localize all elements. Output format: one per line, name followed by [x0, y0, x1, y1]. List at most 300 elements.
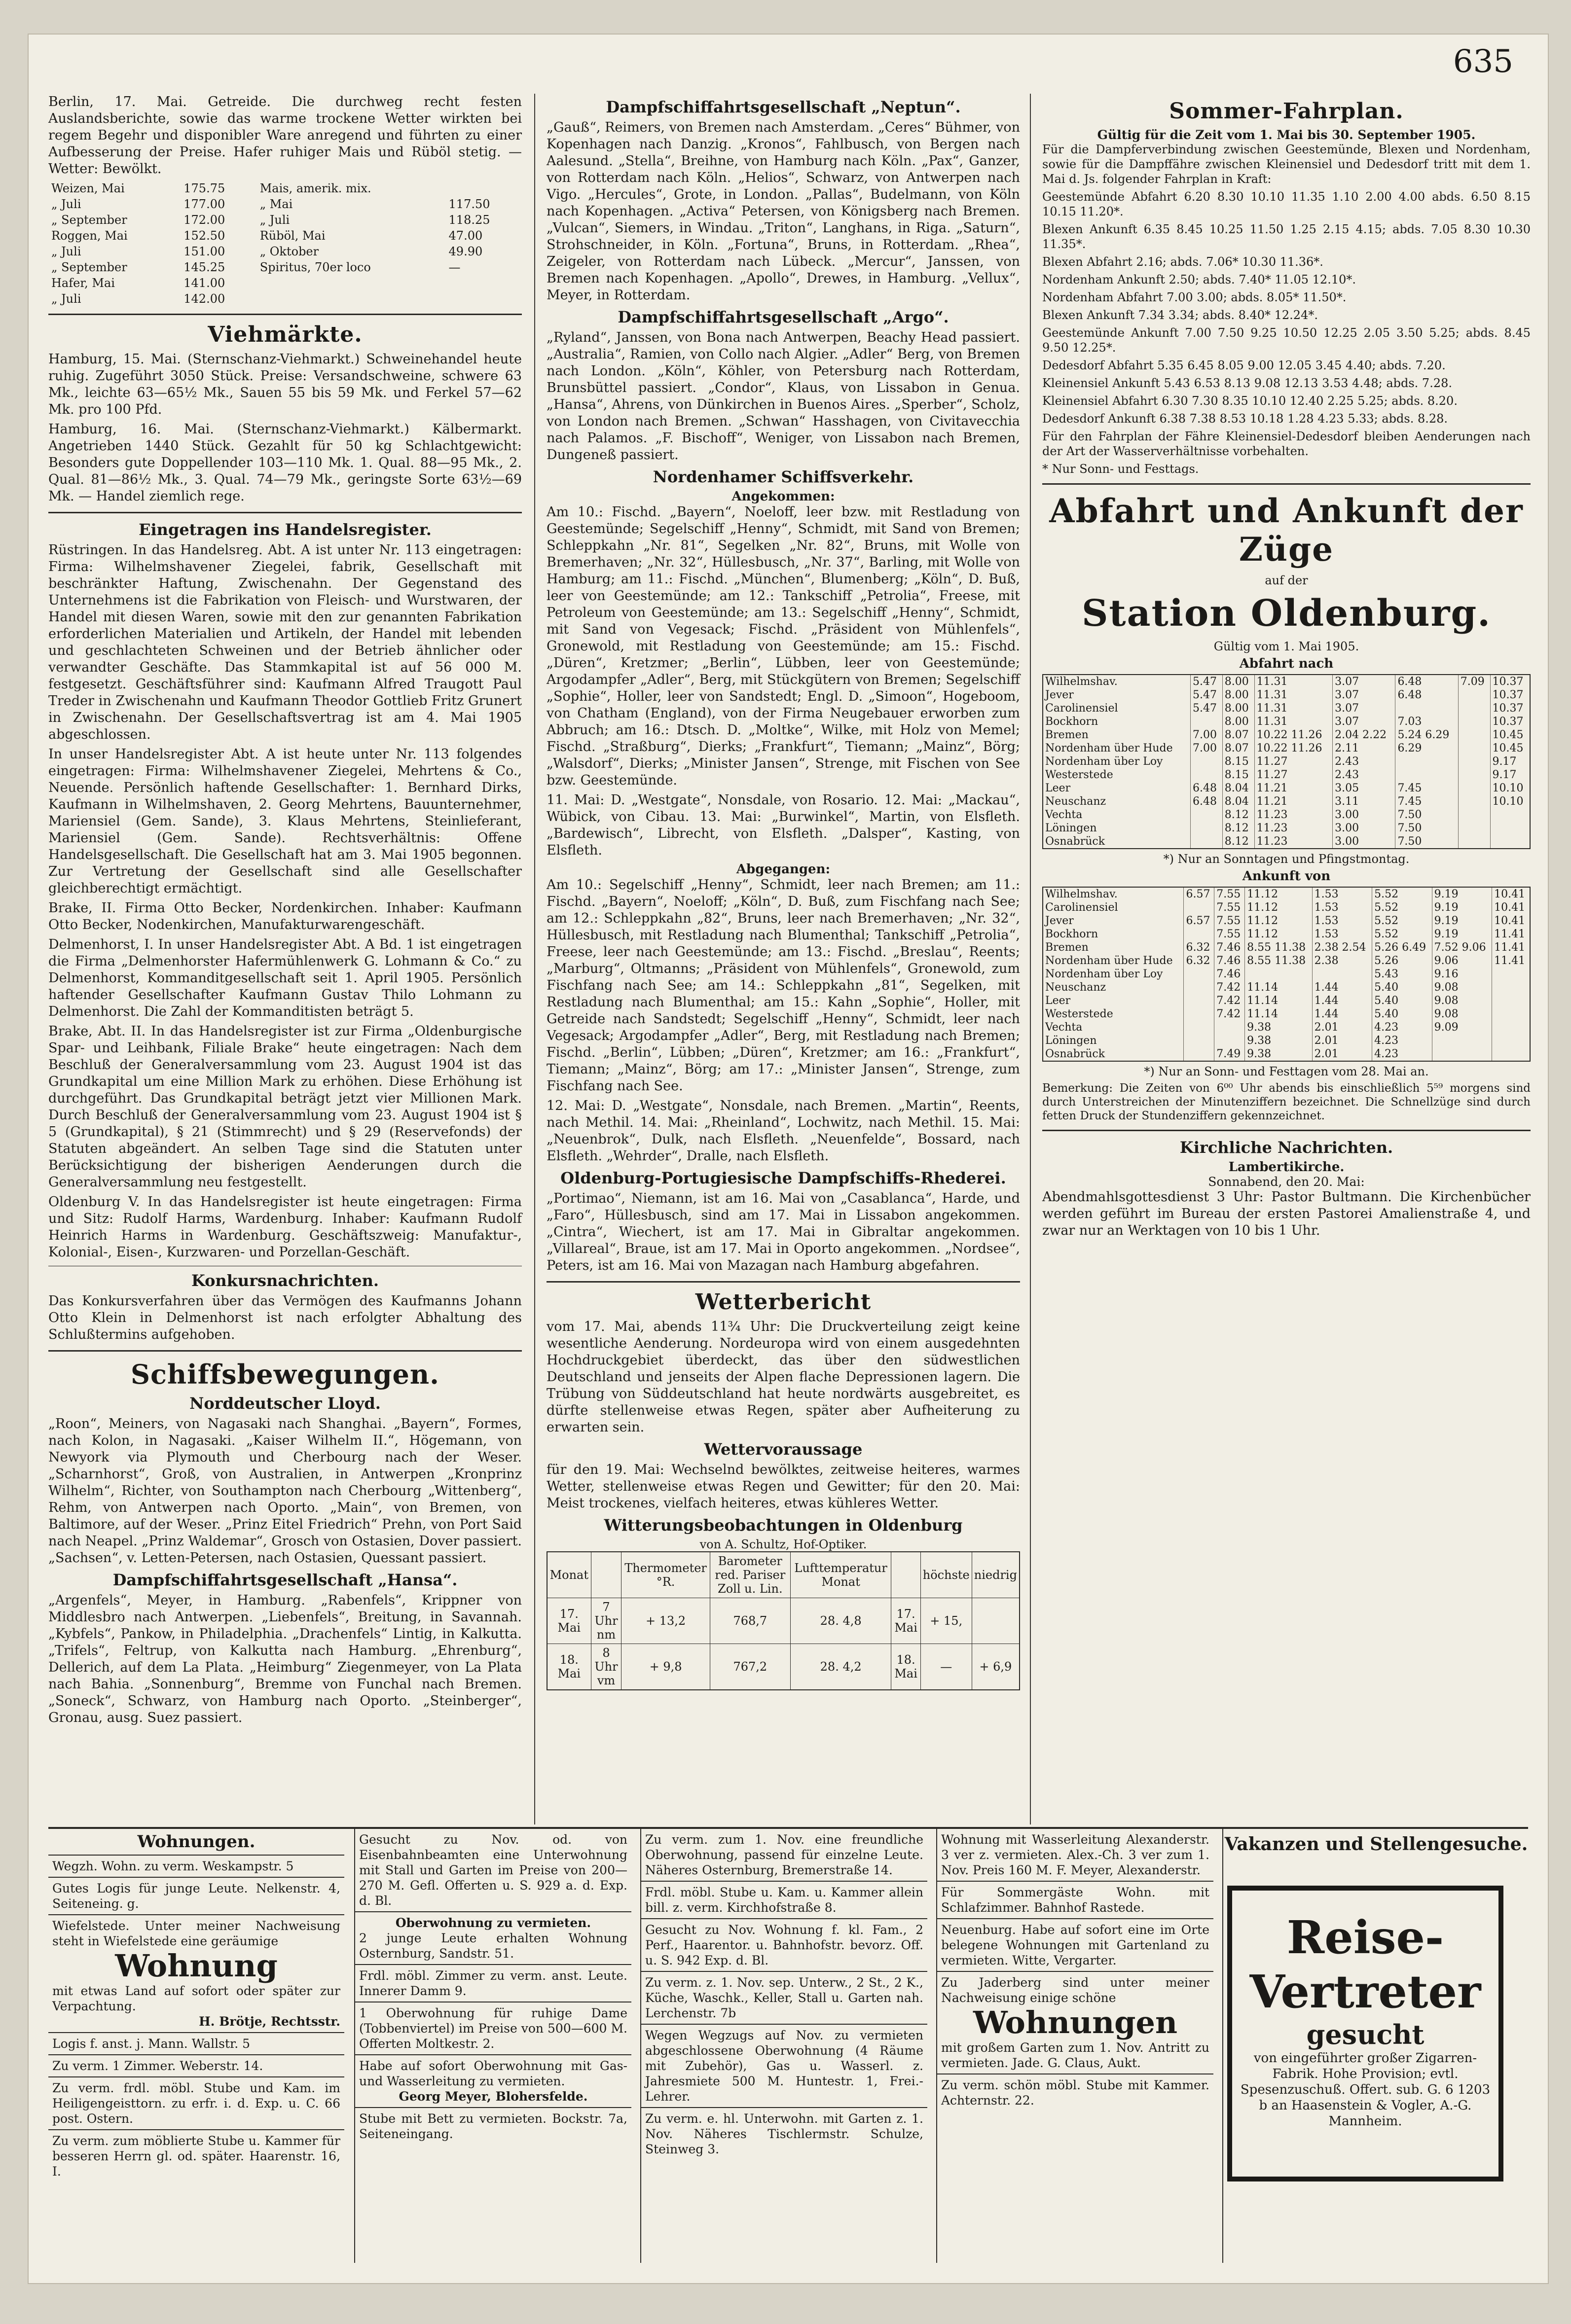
kirche-entry: Abendmahlsgottesdienst 3 Uhr: Pastor Bultmann. Die Kirchenbücher werden geführt im Bureau der ersten Pastorei Amalienstraße 4, und zwar nur an Werktagen von 10 bis 1 Uhr. [1042, 1189, 1531, 1238]
neptun-title: Dampfschiffahrtsgesellschaft „Neptun“. [606, 98, 961, 116]
train-time: 11.31 [1254, 702, 1333, 715]
ad-text: mit großem Garten zum 1. Nov. Antritt zu vermieten. Jade. G. Claus, Aukt. [941, 2040, 1209, 2070]
train-time [1395, 755, 1458, 768]
table-cell: „ Juli [51, 197, 81, 211]
train-time: 5.52 [1372, 914, 1432, 928]
train-time: 1.53 [1312, 914, 1372, 928]
station-name: Löningen [1045, 1035, 1097, 1047]
train-time: 9.19 [1432, 928, 1492, 941]
station-name: Nordenham über Loy [1045, 755, 1163, 768]
kirche-date: Sonnabend, den 20. Mai: [1208, 1175, 1365, 1189]
table-cell: 145.25 [183, 260, 225, 274]
station-title: Station Oldenburg. [1081, 592, 1492, 635]
train-time: 1.53 [1312, 928, 1372, 941]
viehmarkt-entry: Hamburg, 15. Mai. (Sternschanz-Viehmarkt.) Schweinehandel heute ruhig. Zugeführt 3050 Stück. Preise: Versandschweine, schwere 63 Mk., leichte 63—65½ Mk., Sauen 55 bis 59 Mk. und Ferkel 57—62 Mk. pro 100 Pfd. [48, 352, 522, 417]
station-name: Vechta [1045, 1021, 1083, 1034]
table-row [1043, 1021, 1530, 1034]
train-time [1214, 1021, 1245, 1034]
ad-text: Habe auf sofort Oberwohnung mit Gas- und Wasserleitung zu vermieten. [359, 2059, 627, 2088]
train-time: 11.23 [1254, 808, 1333, 822]
station-name: Osnabrück [1045, 1048, 1105, 1060]
train-time [1432, 1034, 1492, 1047]
train-time: 11.23 [1254, 835, 1333, 849]
train-time: 5.24 6.29 [1395, 728, 1458, 742]
table-cell: 768,7 [710, 1598, 790, 1644]
ad-text: Zu verm. zum möblierte Stube u. Kammer für besseren Herrn gl. od. später. Haarenstr. 16, I. [52, 2134, 340, 2179]
ad-text: Zu verm. frdl. möbl. Stube und Kam. im Heiligengeisttorn. zu erfr. i. d. Exp. u. C. 66 post. Ostern. [52, 2081, 340, 2126]
table-cell: „ Juli [51, 292, 81, 306]
train-time [1184, 994, 1214, 1007]
register-entry: Delmenhorst, I. In unser Handelsregister Abt. A Bd. 1 ist eingetragen die Firma „Delmenhorster Hafermühlenwerk G. Lohmann & Co.“ zu Delmenhorst, Kommanditgesellschaft seit 1. April 1905. Persönlich haftender Gesellschafter Kaufmann Gustav Thilo Lohmann zu Delmenhorst. Die Zahl der Kommanditisten beträgt 5. [48, 937, 522, 1019]
train-time: 5.47 [1191, 688, 1223, 702]
train-time: 6.48 [1395, 688, 1458, 702]
station-name: Carolinensiel [1045, 702, 1118, 715]
argo-entry: „Ryland“, Janssen, von Bona nach Antwerpen, Beachy Head passiert. „Australia“, Ramien, von Collo nach Algier. „Adler“ Berg, von Bremen nach London. „Köln“, Köhler, von Petersburg nach Rotterdam, Brunsbüttel passiert. „Condor“, Klaus, von Lissabon in Genua. „Hansa“, Ahrens, von Dünkirchen in Buenos Aires. „Sperber“, Scholz, von London nach Bremen. „Schwan“ Hasshagen, von Civitavecchia nach Palamos. „F. Bischoff“, Weniger, von Lissabon nach Bremen, Dungeneß passiert. [547, 330, 1020, 463]
table-row [1043, 795, 1530, 808]
abfahrt-title: Abfahrt nach [1239, 656, 1334, 671]
table-cell: 118.25 [448, 213, 490, 227]
ad-heading: Vakanzen und Stellengesuche. [1224, 1834, 1528, 1855]
train-time: 5.40 [1372, 981, 1432, 994]
train-time: 7.42 [1214, 981, 1245, 994]
classified-ads [48, 1827, 1528, 2263]
ad-text: Wegzh. Wohn. zu verm. Weskampstr. 5 [52, 1859, 294, 1873]
table-row [1043, 1034, 1530, 1047]
wetter-title: Wetterbericht [695, 1289, 872, 1315]
train-time: 10.10 [1490, 782, 1530, 795]
fahrplan-line: Für den Fahrplan der Fähre Kleinensiel-Dedesdorf bleiben Aenderungen nach der Art der Wasserverhältnisse vorbehalten. [1042, 429, 1531, 458]
station-name: Nordenham über Hude [1045, 955, 1173, 967]
lloyd-entry: „Roon“, Meiners, von Nagasaki nach Shanghai. „Bayern“, Formes, nach Kolon, in Nagasaki. „Kaiser Wilhelm II.“, Högemann, von Newyork via Plymouth und Cherbourg nach der Weser. „Scharnhorst“, Groß, von Australien, in Antwerpen „Kronprinz Wilhelm“, Richter, von Southampton nach Cherbourg „Wittenberg“, Rehm, von Antwerpen nach Oporto. „Main“, von Bremen, von Baltimore, auf der Weser. „Prinz Eitel Friedrich“ Prehn, von Port Said nach Neapel. „Prinz Waldemar“, Grosch von Ostasien, Dover passiert. „Sachsen“, v. Letten-Petersen, nach Ostasien, Quessant passiert. [48, 1416, 522, 1566]
train-time: 9.17 [1490, 768, 1530, 782]
train-time [1191, 715, 1223, 728]
table-cell: — [448, 260, 461, 274]
column-header [591, 1552, 621, 1598]
train-time: 11.41 [1492, 941, 1530, 954]
train-time [1492, 994, 1530, 1007]
train-time: 9.17 [1490, 755, 1530, 768]
train-time: 7.50 [1395, 835, 1458, 849]
column-header: Thermometer °R. [621, 1552, 710, 1598]
table-row [1043, 822, 1530, 835]
station-name: Westerstede [1045, 769, 1113, 781]
table-cell: 47.00 [448, 229, 483, 243]
train-time: 6.32 [1184, 941, 1214, 954]
table-row [1043, 887, 1530, 901]
train-time [1458, 795, 1490, 808]
table-cell: 18. Mai [891, 1644, 920, 1690]
table-cell: Hafer, Mai [51, 276, 115, 290]
train-time: 7.55 [1214, 887, 1245, 901]
train-time: 3.07 [1333, 675, 1395, 688]
station-name: Wilhelmshav. [1045, 888, 1118, 900]
train-time: 11.31 [1254, 675, 1333, 688]
table-cell: 142.00 [183, 292, 225, 306]
table-row [48, 228, 522, 244]
table-row [48, 196, 522, 212]
train-time: 11.14 [1245, 1007, 1312, 1021]
table-row [1043, 928, 1530, 941]
train-time: 7.00 [1191, 742, 1223, 755]
train-time [1458, 808, 1490, 822]
kirche-title: Kirchliche Nachrichten. [1179, 1138, 1393, 1157]
train-time: 7.45 [1395, 795, 1458, 808]
train-time: 7.50 [1395, 808, 1458, 822]
angekommen-entry: Am 10.: Fischd. „Bayern“, Noeloff, leer bzw. mit Restladung von Geestemünde; Segelschiff „Henny“, Schmidt, mit Sand von Bremen; Schleppkahn „Nr. 81“, Segelken „Nr. 82“, Bruns, mit Wolle von Bremerhaven; „Nr. 32“, Hüllesbusch, „Nr. 37“, Barling, mit Wolle von Hamburg; am 11.: Fischd. „München“, Blumenberg; „Köln“, D. Buß, leer von Geestemünde; am 12.: Tankschiff „Petrolia“, Freese, mit Petroleum von Geestemünde; am 13.: Segelschiff „Henny“, Schmidt, mit Sand von Vegesack; Fischd. „Präsident von Mühlenfels“, Gronewold, mit Restladung von Geestemünde; am 15.: Fischd. „Düren“, Kretzmer; „Berlin“, Lübben, leer von Geestemünde; Argodampfer „Adler“, Berg, mit Stückgütern von Bremen; Segelschiff „Sophie“, Holler, leer von Sandstedt; Engl. D. „Simoon“, Hogeboom, von Chatham (England), von der Firma Neugebauer erworben zum Abbruch; am 16.: Dtsch. D. „Moltke“, Wilke, mit Holz von Memel; Fischd. „Straßburg“, Dierks; „Frankfurt“, Tiemann; „Mainz“, Börg; „Walsdorf“, Dierks; „Minister Jansen“, Strenge, mit Fischen von See bzw. Geestemünde. [547, 504, 1020, 788]
table-cell: + 9,8 [621, 1644, 710, 1690]
station-name: Wilhelmshav. [1045, 676, 1118, 688]
train-time: 2.11 [1333, 742, 1395, 755]
table-cell: 172.00 [183, 213, 225, 227]
train-time: 5.52 [1372, 928, 1432, 941]
ankunft-note: *) Nur an Sonn- und Festtagen vom 28. Mai an. [1144, 1065, 1429, 1078]
train-time: 6.48 [1191, 795, 1223, 808]
ad-big-text: Reise- [1286, 1911, 1444, 1964]
train-time: 10.37 [1490, 715, 1530, 728]
train-time [1492, 1034, 1530, 1047]
train-time: 8.00 [1222, 688, 1254, 702]
fahrplan-line: Geestemünde Ankunft 7.00 7.50 9.25 10.50 12.25 2.05 3.50 5.25; abds. 8.45 9.50 12.25*. [1042, 326, 1531, 355]
abgegangen-entry: 12. Mai: D. „Westgate“, Nonsdale, nach Bremen. „Martin“, Reents, nach Methil. 14. Mai: „Rheinland“, Lochwitz, nach Methil. 15. Mai: „Neuenbrok“, Dulk, nach Elsfleth. „Neuenfelde“, Bossard, nach Elsfleth. „Wehrder“, Dralle, nach Elsfleth. [547, 1098, 1020, 1164]
train-time: 8.00 [1222, 702, 1254, 715]
train-time: 1.44 [1312, 981, 1372, 994]
train-time: 3.07 [1333, 688, 1395, 702]
station-name: Bremen [1045, 729, 1089, 741]
ad-text: Logis f. anst. j. Mann. Wallstr. 5 [52, 2037, 251, 2051]
train-time: 5.26 6.49 [1372, 941, 1432, 954]
bemerkung: Bemerkung: Die Zeiten von 6⁰⁰ Uhr abends bis einschließlich 5⁵⁹ morgens sind durch Unterstreichen der Minutenziffern bezeichnet. Die Schnellzüge sind durch fetten Druck der Stundenziffern gekennzeichnet. [1042, 1082, 1531, 1122]
station-name: Leer [1045, 995, 1071, 1007]
table-cell: 49.90 [448, 245, 483, 258]
train-time: 8.55 11.38 [1245, 941, 1312, 954]
train-time [1214, 1034, 1245, 1047]
train-time: 9.09 [1432, 1021, 1492, 1034]
table-row [48, 291, 522, 307]
train-time [1492, 1021, 1530, 1034]
zuege-title: Abfahrt und Ankunft der Züge [1049, 492, 1524, 569]
fahrplan-line: Nordenham Ankunft 2.50; abds. 7.40* 11.05 12.10*. [1042, 273, 1356, 286]
train-time: 6.57 [1184, 887, 1214, 901]
table-cell: 17. Mai [547, 1598, 591, 1644]
train-time: 4.23 [1372, 1047, 1432, 1061]
table-row [1043, 914, 1530, 928]
train-time: 10.37 [1490, 675, 1530, 688]
column-3 [1042, 94, 1531, 1242]
train-time [1395, 768, 1458, 782]
ad-big-text: Vertreter [1249, 1965, 1481, 2018]
viehmarkt-entry: Hamburg, 16. Mai. (Sternschanz-Viehmarkt.) Kälbermarkt. Angetrieben 1440 Stück. Gezahlt für 50 kg Schlachtgewicht: Besonders gute Doppellender 103—110 Mk. 1. Qual. 88—95 Mk., 2. Qual. 81—86½ Mk., 3. Qual. 74—79 Mk., geringste Sorte 63½—69 Mk. — Handel ziemlich rege. [48, 422, 522, 504]
table-cell: Roggen, Mai [51, 229, 128, 243]
fahrplan-line: Für die Dampferverbindung zwischen Geestemünde, Blexen und Nordenham, sowie für die Dampffähre zwischen Kleinensiel und Dedesdorf tritt mit dem 1. Mai d. Js. folgender Fahrplan in Kraft: [1042, 143, 1531, 186]
fahrplan-line: Dedesdorf Abfahrt 5.35 6.45 8.05 9.00 12.05 3.45 4.40; abds. 7.20. [1042, 358, 1446, 372]
train-time: 5.47 [1191, 675, 1223, 688]
train-time: 7.55 [1214, 901, 1245, 914]
table-row [1043, 981, 1530, 994]
station-name: Bockhorn [1045, 715, 1098, 728]
table-row [48, 259, 522, 275]
train-time [1458, 688, 1490, 702]
ad-text: Für Sommergäste Wohn. mit Schlafzimmer. Bahnhof Rastede. [941, 1885, 1209, 1915]
table-cell: Spiritus, 70er loco [259, 260, 371, 274]
fahrplan-line: Blexen Ankunft 6.35 8.45 10.25 11.50 1.25 2.15 4.15; abds. 7.05 8.30 10.30 11.35*. [1042, 222, 1531, 251]
section-title-handelsregister: Eingetragen ins Handelsregister. [139, 520, 432, 539]
table-row [1043, 702, 1530, 715]
train-time [1492, 1047, 1530, 1061]
fahrplan-line: Kleinensiel Ankunft 5.43 6.53 8.13 9.08 12.13 3.53 4.48; abds. 7.28. [1042, 376, 1452, 390]
station-name: Nordenham über Hude [1045, 742, 1173, 754]
train-time: 2.01 [1312, 1034, 1372, 1047]
train-time: 9.08 [1432, 981, 1492, 994]
ad-text: Zu verm. schön möbl. Stube mit Kammer. Achternstr. 22. [941, 2078, 1209, 2108]
train-time [1184, 1034, 1214, 1047]
newspaper-page [29, 35, 1548, 2283]
register-entry: Oldenburg V. In das Handelsregister ist heute eingetragen: Firma und Sitz: Rudolf Harms, Wardenburg. Inhaber: Kaufmann Rudolf Heinrich Harms in Wardenburg. Geschäftszweig: Manufaktur-, Kolonial-, Eisen-, Kurzwaren- und Porzellan-Geschäft. [48, 1194, 522, 1260]
section-title-konkurs: Konkursnachrichten. [191, 1271, 379, 1290]
train-time [1492, 967, 1530, 981]
train-time: 3.07 [1333, 715, 1395, 728]
table-row [1043, 967, 1530, 981]
lloyd-title: Norddeutscher Lloyd. [189, 1394, 381, 1413]
column-header: Lufttemperatur Monat [790, 1552, 891, 1598]
train-time [1184, 928, 1214, 941]
train-time [1191, 808, 1223, 822]
station-name: Neuschanz [1045, 981, 1106, 994]
train-time: 9.19 [1432, 901, 1492, 914]
train-time: 9.06 [1432, 954, 1492, 967]
fahrplan-line: Geestemünde Abfahrt 6.20 8.30 10.10 11.35 1.10 2.00 4.00 abds. 6.50 8.15 10.15 11.20*. [1042, 190, 1531, 218]
train-time: 7.52 9.06 [1432, 941, 1492, 954]
station-name: Jever [1045, 915, 1074, 927]
train-time: 5.40 [1372, 994, 1432, 1007]
table-cell: 8 Uhr vm [591, 1644, 621, 1690]
train-time: 3.00 [1333, 822, 1395, 835]
ad-text: Gutes Logis für junge Leute. Nelkenstr. 4, Seiteneing. g. [52, 1881, 340, 1911]
table-cell [446, 291, 522, 307]
table-cell [972, 1598, 1020, 1644]
train-time: 9.08 [1432, 1007, 1492, 1021]
table-row [1043, 782, 1530, 795]
table-cell [257, 291, 446, 307]
train-time: 8.12 [1222, 822, 1254, 835]
train-time [1458, 715, 1490, 728]
train-time: 7.50 [1395, 822, 1458, 835]
angekommen-title: Angekommen: [731, 489, 835, 504]
ad-text: Gesucht zu Nov. Wohnung f. kl. Fam., 2 Perf., Haarentor. u. Bahnhofstr. bevorz. Off. u. S. 942 Exp. d. Bl. [645, 1923, 923, 1967]
page-number: 635 [1453, 43, 1513, 80]
fahrplan-list [1042, 142, 1531, 476]
register-entry: Rüstringen. In das Handelsreg. Abt. A ist unter Nr. 113 eingetragen: Firma: Wilhelmshavener Ziegelei, fabrik, Gesellschaft mit beschränkter Haftung, Zwischenahn. Der Gegenstand des Unternehmens ist die Fabrikation von Fleisch- und Wurstwaren, der Handel mit diesen Waren, sowie mit den zur genannten Fabrikation erforderlichen Materialien und Artikeln, der Handel mit lebenden und geschlachteten Schweinen und der Betrieb ähnlicher oder verwandter Geschäfte. Das Stammkapital ist auf 56 000 M. festgesetzt. Geschäftsführer sind: Kaufmann Alfred Traugott Paul Treder in Zwischenahn und Kaufmann Theodor Gottlieb Fritz Grunert in Zwischenahn. Der Gesellschaftsvertrag ist am 4. Mai 1905 abgeschlossen. [48, 542, 522, 742]
train-time: 10.10 [1490, 795, 1530, 808]
train-time: 6.57 [1184, 914, 1214, 928]
station-name: Neuschanz [1045, 795, 1106, 808]
ad-text: 1 Oberwohnung für ruhige Dame (Tobbenviertel) im Preise von 500—600 M. Offerten Moltkestr. 2. [359, 2006, 627, 2051]
table-row [1043, 755, 1530, 768]
train-time [1245, 967, 1312, 981]
table-cell: + 6,9 [972, 1644, 1020, 1690]
table-cell: 17. Mai [891, 1598, 920, 1644]
beob-sub: von A. Schultz, Hof-Optiker. [699, 1537, 867, 1551]
column-header: niedrig [972, 1552, 1020, 1598]
train-time: 10.45 [1490, 728, 1530, 742]
train-time [1395, 702, 1458, 715]
table-row [547, 1644, 1020, 1690]
table-row [1043, 768, 1530, 782]
table-cell: + 13,2 [621, 1598, 710, 1644]
train-time: 10.37 [1490, 702, 1530, 715]
train-time [1184, 967, 1214, 981]
train-time [1184, 1021, 1214, 1034]
train-time: 7.09 [1458, 675, 1490, 688]
ad-text: Frdl. möbl. Stube u. Kam. u. Kammer allein bill. z. verm. Kirchhofstraße 8. [645, 1885, 923, 1915]
train-time [1191, 755, 1223, 768]
train-time: 8.12 [1222, 835, 1254, 849]
ankunft-table [1042, 887, 1531, 1062]
ad-signature: Georg Meyer, Blohersfelde. [399, 2089, 588, 2104]
ad-big-text: gesucht [1306, 2019, 1425, 2050]
column-header: Barometer red. Pariser Zoll u. Lin. [710, 1552, 790, 1598]
train-time: 7.42 [1214, 1007, 1245, 1021]
ad-text: Zu Jaderberg sind unter meiner Nachweisung einige schöne [941, 1975, 1209, 2005]
beob-title: Witterungsbeobachtungen in Oldenburg [604, 1516, 963, 1535]
train-time [1490, 835, 1530, 849]
table-cell: „ Mai [259, 197, 293, 211]
train-time: 1.53 [1312, 901, 1372, 914]
table-row [48, 244, 522, 259]
gueltig: Gültig vom 1. Mai 1905. [1213, 640, 1359, 653]
train-time [1492, 1007, 1530, 1021]
table-cell [257, 275, 446, 291]
train-time: 11.12 [1245, 901, 1312, 914]
train-time: 8.04 [1222, 795, 1254, 808]
ad-text: Gesucht zu Nov. od. von Eisenbahnbeamten eine Unterwohnung mit Stall und Garten im Preise von 200—270 M. Gefl. Offerten u. S. 929 a. d. Exp. d. Bl. [359, 1832, 627, 1908]
table-row [1043, 675, 1530, 688]
train-time: 8.55 11.38 [1245, 954, 1312, 967]
table-row [1043, 688, 1530, 702]
train-time: 2.43 [1333, 768, 1395, 782]
ad-text: Neuenburg. Habe auf sofort eine im Orte belegene Wohnungen mit Gartenland zu vermieten. Witte, Vergarter. [941, 1923, 1209, 1967]
table-cell: 7 Uhr nm [591, 1598, 621, 1644]
table-row [48, 180, 522, 196]
fahrplan-sub: Gültig für die Zeit vom 1. Mai bis 30. September 1905. [1097, 128, 1476, 142]
ad-column-3 [640, 1829, 927, 2263]
table-cell: 151.00 [183, 245, 225, 258]
train-time: 2.04 2.22 [1333, 728, 1395, 742]
train-time [1191, 822, 1223, 835]
argo-title: Dampfschiffahrtsgesellschaft „Argo“. [618, 308, 949, 326]
nordenham-title: Nordenhamer Schiffsverkehr. [653, 467, 914, 486]
train-time [1184, 981, 1214, 994]
train-time [1312, 967, 1372, 981]
table-row [1043, 1047, 1530, 1061]
train-time: 3.05 [1333, 782, 1395, 795]
train-time: 6.48 [1395, 675, 1458, 688]
neptun-entry: „Gauß“, Reimers, von Bremen nach Amsterdam. „Ceres“ Bühmer, von Kopenhagen nach Danzig. „Kronos“, Fahlbusch, von Bergen nach Aalesund. „Stella“, Breihne, von Hamburg nach Köln. „Pax“, Ganzer, von Rotterdam nach Köln. „Helios“, Schwarz, von Antwerpen nach Vigo. „Hercules“, Grote, in London. „Pallas“, Budelmann, von Köln nach Kopenhagen. „Activa“ Petersen, von Königsberg nach Bremen. „Vulcan“, Siemers, in Windau. „Triton“, Langhans, in Riga. „Saturn“, Strohschneider, in Köln. „Fortuna“, Bruns, in Rotterdam. „Rhea“, Zeigeler, von Rotterdam nach Lübeck. „Mercur“, Janssen, von Bremen nach Kopenhagen. „Apollo“, Drewes, in Hamburg. „Vellux“, Meyer, in Rotterdam. [547, 120, 1020, 303]
ad-text: Wohnung mit Wasserleitung Alexanderstr. 3 ver z. vermieten. Alex.-Ch. 3 ver zum 1. Nov. Preis 160 M. F. Meyer, Alexanderstr. [941, 1832, 1209, 1877]
train-time [1184, 1007, 1214, 1021]
oport-title: Oldenburg-Portugiesische Dampfschiffs-Rhederei. [560, 1169, 1006, 1187]
table-cell: „ September [51, 213, 127, 227]
ad-text: Wegen Wegzugs auf Nov. zu vermieten abgeschlossene Oberwohnung (4 Räume mit Zubehör), Gas u. Wasserl. z. Jahresmiete 500 M. Huntestr. 1, Frei.-Lehrer. [645, 2028, 923, 2104]
hansa-entry: „Argenfels“, Meyer, in Hamburg. „Rabenfels“, Krippner von Middlesbro nach Antwerpen. „Liebenfels“, Breitung, in Savannah. „Kybfels“, Pankow, in Philadelphia. „Drachenfels“ Lintig, in Kalkutta. „Trifels“, Feltrup, von Kalkutta nach Hamburg. „Ehrenburg“, Dellerich, auf dem La Plata. „Heimburg“ Ziegenmeyer, von La Plata nach Bahia. „Sonnenburg“, Bremme von Funchal nach Bremen. „Soneck“, Schwarz, von Hamburg nach Oporto. „Steinberger“, Gronau, ausg. Suez passiert. [48, 1593, 522, 1725]
train-time: 8.15 [1222, 755, 1254, 768]
table-cell: 175.75 [183, 181, 225, 195]
station-name: Bockhorn [1045, 928, 1098, 940]
train-time: 10.22 11.26 [1254, 742, 1333, 755]
table-cell: 28. 4,8 [790, 1598, 891, 1644]
train-time: 2.01 [1312, 1047, 1372, 1061]
vorhersage-entry: für den 19. Mai: Wechselnd bewölktes, zeitweise heiteres, warmes Wetter, stellenweise etwas Regen und Gewitter; für den 20. Mai: Meist trockenes, vielfach heiteres, etwas kühleres Wetter. [547, 1462, 1020, 1511]
train-time [1458, 728, 1490, 742]
column-header: höchste [920, 1552, 972, 1598]
train-time: 7.46 [1214, 941, 1245, 954]
train-time [1458, 702, 1490, 715]
ad-text: von eingeführter großer Zigarren-Fabrik. Hohe Provision; evtl. Spesenzuschuß. Offert. sub. G. 6 1203 b an Haasenstein & Vogler, A.-G. Mannheim. [1240, 2051, 1491, 2129]
table-cell: 152.50 [183, 229, 225, 243]
ad-text: Stube mit Bett zu vermieten. Bockstr. 7a, Seiteneingang. [359, 2111, 627, 2141]
register-entry: Brake, Abt. II. In das Handelsregister ist zur Firma „Oldenburgische Spar- und Leihbank, Filiale Brake“ heute eingetragen: Nach dem Beschluß der Generalversammlung vom 23. August 1904 ist das Grundkapital um eine Million Mark zu erhöhen. Diese Erhöhung ist durchgeführt. Das Grundkapital beträgt jetzt vier Millionen Mark. Durch Beschluß der Generalversammlung vom 23. August 1904 ist § 5 (Grundkapital), § 21 (Stimmrecht) und § 29 (Reservefonds) der Statuten abgeändert. An selben Tage sind die Statuten unter Berücksichtigung der bisherigen Aenderungen durch die Generalversammlung neu festgestellt. [48, 1024, 522, 1190]
ad-signature: H. Brötje, Rechtsstr. [199, 2014, 340, 2029]
station-name: Löningen [1045, 822, 1097, 834]
table-cell: 28. 4,2 [790, 1644, 891, 1690]
abgegangen-entry: Am 10.: Segelschiff „Henny“, Schmidt, leer nach Bremen; am 11.: Fischd. „Bayern“, Noeloff; „Köln“, D. Buß, zum Fischfang nach See; am 12.: Schleppkahn „82“, Bruns, leer nach Bremerhaven; „Nr. 32“, Hüllesbusch, mit Restladung nach Blumenthal; Tankschiff „Petrolia“, Freese, leer nach Geestemünde; am 13.: Fischd. „Breslau“, Reents; „Marburg“, Oltmanns; „Präsident von Mühlenfels“, Gronewold, zum Fischfang nach See; am 14.: Schleppkahn „81“, Segelken, mit Restladung nach Blumenthal; am 15.: Kahn „Sophie“, Holler, mit Getreide nach Sandstedt; Segelschiff „Henny“, Schmidt, leer nach Vegesack; Argodampfer „Adler“, Berg, mit Restladung nach Bremen; Fischd. „Berlin“, Lübben; „Düren“, Kretzmer; am 16.: „Frankfurt“, Tiemann; „Mainz“, Börg; am 17.: „Minister Jansen“, Strenge, zum Fischfang nach See. [547, 877, 1020, 1094]
register-entry: Brake, II. Firma Otto Becker, Nordenkirchen. Inhaber: Kaufmann Otto Becker, Nodenkirchen, Manufakturwarengeschäft. [48, 900, 522, 932]
train-time [1458, 755, 1490, 768]
train-time: 7.42 [1214, 994, 1245, 1007]
ad-heading: Wohnungen. [137, 1832, 256, 1852]
train-time [1458, 742, 1490, 755]
section-title-viehmaerkte: Viehmärkte. [208, 322, 363, 347]
train-time: 9.38 [1245, 1021, 1312, 1034]
train-time [1458, 822, 1490, 835]
ankunft-title: Ankunft von [1242, 869, 1331, 884]
fahrplan-line: Kleinensiel Abfahrt 6.30 7.30 8.35 10.10 12.40 2.25 5.25; abds. 8.20. [1042, 394, 1458, 408]
train-time: 11.12 [1245, 928, 1312, 941]
table-cell: 117.50 [448, 197, 490, 211]
market-report: Berlin, 17. Mai. Getreide. Die durchweg recht festen Auslandsberichte, sowie das warme trockene Wetter wirkten bei regem Begehr und disponibler Ware anregend und führten zu einer Aufbesserung der Preise. Hafer ruhiger Mais und Rüböl stetig. — Wetter: Bewölkt. [48, 94, 522, 177]
weather-table [547, 1551, 1020, 1690]
ad-text: mit etwas Land auf sofort oder später zur Verpachtung. [52, 1984, 340, 2013]
station-name: Westerstede [1045, 1008, 1113, 1020]
ad-text: Frdl. möbl. Zimmer zu verm. anst. Leute. Innerer Damm 9. [359, 1968, 627, 1998]
train-time: 9.16 [1432, 967, 1492, 981]
train-time: 1.44 [1312, 1007, 1372, 1021]
train-time: 1.44 [1312, 994, 1372, 1007]
train-time: 4.23 [1372, 1034, 1432, 1047]
train-time: 11.27 [1254, 755, 1333, 768]
fahrplan-line: Blexen Abfahrt 2.16; abds. 7.06* 10.30 11.36*. [1042, 255, 1323, 269]
train-time: 10.41 [1492, 887, 1530, 901]
train-time: 10.41 [1492, 914, 1530, 928]
table-cell: Weizen, Mai [51, 181, 125, 195]
train-time: 9.38 [1245, 1047, 1312, 1061]
fahrplan-line: Blexen Ankunft 7.34 3.34; abds. 8.40* 12.24*. [1042, 308, 1318, 322]
oport-entry: „Portimao“, Niemann, ist am 16. Mai von „Casablanca“, Harde, und „Faro“, Hüllesbusch, sind am 17. Mai in Lissabon angekommen. „Cintra“, Wiechert, ist am 17. Mai in Gibraltar angekommen. „Villareal“, Braue, ist am 17. Mai in Oporto angekommen. „Nordsee“, Peters, ist am 16. Mai von Mazagan nach Hamburg abgefahren. [547, 1191, 1020, 1273]
table-row [1043, 835, 1530, 849]
train-time: 11.14 [1245, 994, 1312, 1007]
ad-column-2 [354, 1829, 631, 2263]
table-row [48, 212, 522, 228]
train-time: 7.46 [1214, 954, 1245, 967]
train-time: 11.23 [1254, 822, 1333, 835]
train-time: 9.19 [1432, 887, 1492, 901]
fahrplan-line: Nordenham Abfahrt 7.00 3.00; abds. 8.05* 11.50*. [1042, 290, 1347, 304]
register-entry: In unser Handelsregister Abt. A ist heute unter Nr. 113 folgendes eingetragen: Firma: Wilhelmshavener Ziegelei, Mehrtens & Co., Neuende. Persönlich haftende Gesellschafter: 1. Bernhard Dirks, Kaufmann in Wilhelmshaven, 2. Georg Mehrtens, Bauunternehmer, Mariensiel (Gem. Sande), 3. Klaus Mehrtens, Steinlieferant, Mariensiel (Gem. Sande). Rechtsverhältnis: Offene Handelsgesellschaft. Die Gesellschaft hat am 3. Mai 1905 begonnen. Zur Vertretung der Gesellschaft sind alle Gesellschafter gleichberechtigt ermächtigt. [48, 747, 522, 896]
station-name: Nordenham über Loy [1045, 968, 1163, 980]
abgegangen-title: Abgegangen: [736, 862, 831, 877]
train-time: 2.43 [1333, 755, 1395, 768]
train-time: 8.12 [1222, 808, 1254, 822]
train-time: 3.07 [1333, 702, 1395, 715]
